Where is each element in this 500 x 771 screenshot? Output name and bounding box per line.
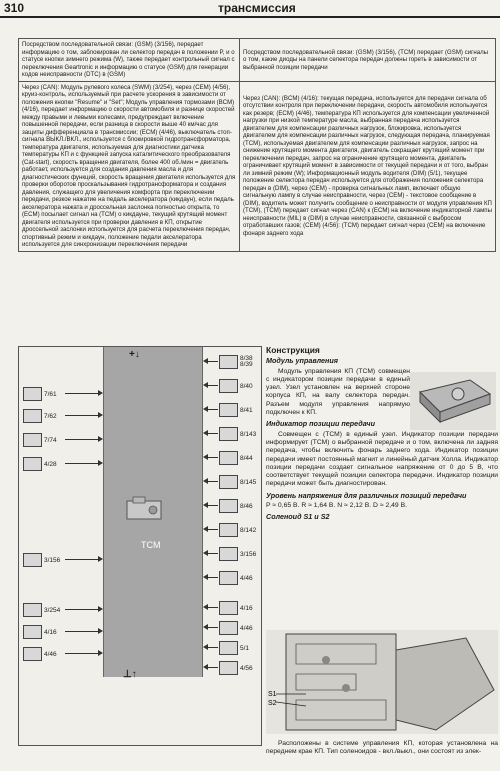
module-3-254 (23, 603, 62, 617)
solenoid-icon (219, 523, 238, 537)
display-icon (219, 641, 238, 655)
signal-line (208, 481, 218, 482)
selector-icon (23, 553, 42, 567)
module-4-56 (219, 661, 258, 675)
connector-code: 7/62 (44, 412, 57, 420)
connector-code: 8/142 (240, 526, 257, 534)
section-title: трансмиссия (218, 1, 296, 15)
signal-line (208, 409, 218, 410)
module-icon (219, 621, 238, 635)
module-4-16 (23, 625, 62, 639)
arrow-right-icon (98, 556, 103, 562)
signal-table (18, 38, 496, 252)
connector-code: 3/254 (44, 606, 61, 614)
label-s2: S2 (268, 700, 277, 707)
connector-code: 7/61 (44, 390, 57, 398)
connector-code: 4/46 (44, 650, 57, 658)
table-cell: Через (CAN): (BCM) (4/16): текущая передача, используется для передачи сигнала об отсутствии контроля при переключении передачи, скорость автомобиля используется как резерв; (ECM) (4/46), температура КП используется для компенсации увеличенной нагрузки при низкой температуре масла, выбранная передача используется двигателем для компенсации различных нагрузок, блокировка, используется двигателем для компенсации различных нагрузок, следующая передача, планируемая (TCM), используемая двигателем для компенсации различных нагрузок, запрос на снижение крутящего момента двигателя, двигатель сокращает крутящий момент при переключении передач, запрос на ограничение крутящего момента, двигатель ограничивает крутящий момент в зависимости от текущей передачи и от того, выбран ли зимний режим (W); Информационный модуль водителя (DIM) (5/1), текущее положение селектора передач используется для отображения положения селектора передач в (DIM), через (CEM) - проверка сигнальных ламп, включает общую сигнальную лампу в случае неисправности, через (CEM) - текстовое сообщение в (DIM), водитель может получить сообщение о неисправности от модуля управления КП (TCM), (TCM) передает сигнал через (CAN) к (ECM) на включение индикаторной лампы неисправности (MIL) в (DIM) в случае неисправности, связанной с выбросом отработавших газов; (CEM) (4/56): (TCM) передает сигнал через (CEM) на включение фонаря заднего хода (240, 81, 496, 251)
arrow-right-icon (98, 436, 103, 442)
paragraph-solenoids: Расположены в системе управления КП, которая установлена на переднем крае КП. Тип соленоидов - вкл./выкл., они состоят из элек- (266, 740, 498, 756)
connector-code: 4/56 (240, 664, 253, 672)
subheading-control-module: Модуль управления (266, 356, 339, 366)
module-icon (23, 625, 42, 639)
selector-icon (219, 547, 238, 561)
signal-line (65, 393, 98, 394)
signal-line (65, 463, 98, 464)
module-icon (219, 571, 238, 585)
tcm-label: TCM (141, 540, 161, 550)
table-row (19, 81, 496, 251)
page-number: 310 (4, 1, 25, 15)
header-rule (0, 16, 500, 18)
module-icon (23, 647, 42, 661)
module-icon (219, 601, 238, 615)
connector-code: 8/46 (240, 502, 253, 510)
sensor-7-62 (23, 409, 62, 423)
connector-code: 4/16 (240, 604, 253, 612)
signal-line (208, 433, 218, 434)
table-cell: Посредством последовательной связи: (GSM) (3/156), (TCM) передает (GSM) сигналы о том, какие диоды на панели селектора передач должны гореть в зависимости от выбранной позиции передачи (240, 39, 496, 82)
table-cell: Посредством последовательной связи: (GSM) (3/156), передает информацию о том, заблокирован ли селектор передач в положении P, и о статусе кнопки зимнего режима (W), также передает контрольный сигнал с переключения Geartronic и информацию о статусе (GSM) для генерации кодов неисправности (DTC) в (GSM) (19, 39, 240, 82)
connector-code: 8/44 (240, 454, 253, 462)
solenoid-icon (219, 499, 238, 513)
valve-body-illustration (266, 630, 498, 734)
arrow-right-icon (98, 650, 103, 656)
signal-line (65, 653, 98, 654)
tcm-unit-illustration (410, 372, 496, 430)
signal-line (65, 439, 98, 440)
sensor-icon (23, 433, 42, 447)
arrow-right-icon (98, 412, 103, 418)
tcm-diagram (18, 346, 262, 746)
voltage-formula: P ≈ 0,65 В. R ≈ 1,64 В. N ≈ 2,12 В. D ≈ 2,49 В. (266, 502, 407, 510)
arrow-right-icon (98, 606, 103, 612)
signal-line (208, 607, 218, 608)
subheading-position-indicator: Индикатор позиции передачи (266, 419, 376, 429)
power-plus-icon: +↓ (129, 349, 140, 360)
solenoid-icon (219, 379, 238, 393)
solenoid-icon (219, 451, 238, 465)
connector-code: 8/40 (240, 382, 253, 390)
module-5-1 (219, 641, 258, 655)
signal-line (208, 385, 218, 386)
subheading-solenoids: Соленоид S1 и S2 (266, 512, 330, 522)
sensor-icon (23, 409, 42, 423)
arrow-right-icon (98, 628, 103, 634)
signal-line (208, 361, 218, 362)
solenoid-8-143 (219, 427, 258, 441)
solenoid-icon (219, 403, 238, 417)
solenoid-icon (219, 427, 238, 441)
heading-construction: Конструкция (266, 345, 320, 355)
sensor-7-61 (23, 387, 62, 401)
connector-code: 7/74 (44, 436, 57, 444)
signal-line (208, 505, 218, 506)
connector-code: 8/38 8/39 (240, 355, 253, 368)
label-s1: S1 (268, 691, 277, 698)
module-3-156-out (219, 547, 258, 561)
ground-icon: ⊥↑ (123, 669, 137, 680)
solenoid-icon (219, 475, 238, 489)
connector-code: 4/46 (240, 574, 253, 582)
module-4-46-out (219, 571, 258, 585)
connector-code: 8/143 (240, 430, 257, 438)
signal-line (65, 631, 98, 632)
sensor-icon (23, 457, 42, 471)
connector-code: 8/41 (240, 406, 253, 414)
signal-line (208, 667, 218, 668)
solenoid-8-40 (219, 379, 258, 393)
sensor-icon (23, 387, 42, 401)
connector-code: 4/28 (44, 460, 57, 468)
sensor-7-74 (23, 433, 62, 447)
signal-line (65, 415, 98, 416)
table-row (19, 39, 496, 82)
subheading-voltage-levels: Уровень напряжения для различных позиций передачи (266, 490, 467, 500)
connector-code: 5/1 (240, 644, 250, 652)
solenoid-icon (219, 355, 238, 369)
solenoid-8-142 (219, 523, 258, 537)
page-header (0, 0, 500, 18)
arrow-right-icon (98, 460, 103, 466)
arrow-right-icon (98, 390, 103, 396)
module-4-46 (23, 647, 62, 661)
solenoid-8-38 (219, 355, 258, 369)
signal-line (208, 529, 218, 530)
paragraph-position-indicator: Совмещен с (TCM) в единый узел. Индикатор позиции передачи информирует (TCM) о выбранной передаче и о том, включена ли задняя передача, чтобы включить фонарь заднего хода. Индикатор позиции передачи имеет постоянный магнит и линейный датчик Холла. Индикатор позиции передачи создает сигнальное напряжение от 0 до 5 В, что соответствует текущей позиции селектора передачи. Индикатор позиции передачи может быть диагностирован. (266, 430, 498, 488)
solenoid-8-145 (219, 475, 258, 489)
connector-code: 4/46 (240, 624, 253, 632)
solenoid-8-46 (219, 499, 258, 513)
signal-line (208, 457, 218, 458)
module-3-156 (23, 553, 62, 567)
module-4-16-out (219, 601, 258, 615)
module-icon (219, 661, 238, 675)
signal-line (208, 647, 218, 648)
signal-line (208, 577, 218, 578)
signal-line (208, 627, 218, 628)
sensor-4-28 (23, 457, 62, 471)
module-4-46-out2 (219, 621, 258, 635)
signal-line (65, 559, 98, 560)
paragraph-control-module: Модуль управления КП (TCM) совмещен с индикатором позиции передачи в единый узел. Узел установлен на верхней стороне корпуса КП, на валу селектора передач. Разъем модуля управления напрямую подключен к КП. (266, 367, 410, 417)
signal-line (208, 553, 218, 554)
connector-code: 3/156 (240, 550, 257, 558)
tcm-module-icon (123, 495, 167, 525)
module-icon (23, 603, 42, 617)
connector-code: 3/156 (44, 556, 61, 564)
solenoid-8-41 (219, 403, 258, 417)
connector-code: 8/145 (240, 478, 257, 486)
signal-line (65, 609, 98, 610)
table-cell: Через (CAN): Модуль рулевого колеса (SWM) (3/254), через (CEM) (4/56), круиз-контроль, используемый при расчете ускорения в зависимости от положения кнопки "Resume" и "Set"; Модуль управления тормозами (BCM) (4/16), передает информацию о скорости автомобиля и разнице скоростей между правыми и левыми колесами, предупреждает включение повышенной передачи, если разница в скорости выше 40 км/час для защиты дифференциала в трансмиссии; (ECM) (4/46), выключатель стоп-сигнала ВЫКЛ./ВКЛ., используется с блокировкой гидротрансформатора, температура двигателя, используемая для диагностики датчика температуры КП и с функцией запуска каталитического преобразователя (Cat-start), скорость вращения двигателя, более 400 об./мин = двигатель работает, используется для создания давления масла и для диагностических функций, скорость вращения двигателя используется для проверки оборотов проскальзывания гидротрансформатора и создания давления, служащего для увеличения комфорта при переключении передачи, резкое нажатие на педаль акселератора (кикдаун), если педаль акселератора нажата и дроссельная заслонка полностью открыта, то (ECM) посылает сигнал на (TCM) о кикдауне, текущий крутящий момент двигателя используется при проверки давления в КП, открытие дроссельной заслонки используется для расчета переключения передач, спортивный режим и кикдаун, положение педали акселератора используется для синхронизации переключения передачи (19, 81, 240, 251)
connector-code: 4/16 (44, 628, 57, 636)
solenoid-8-44 (219, 451, 258, 465)
